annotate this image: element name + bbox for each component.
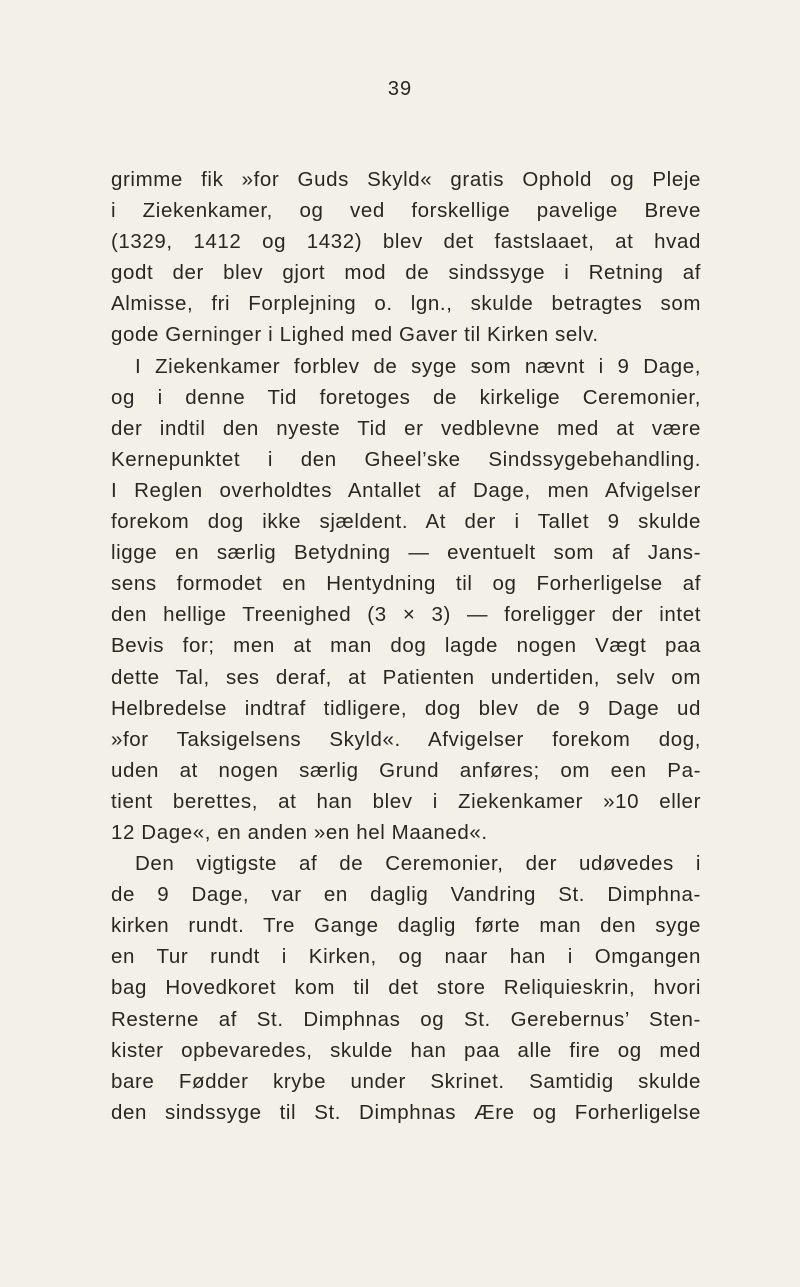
text-line: »for Taksigelsens Skyld«. Afvigelser forekom dog,: [111, 727, 701, 751]
text-line: I Ziekenkamer forblev de syge som nævnt i 9 Dage,: [135, 354, 701, 378]
text-line: gode Gerninger i Lighed med Gaver til Kirken selv.: [111, 323, 599, 347]
text-line: godt der blev gjort mod de sindssyge i Retning af: [111, 261, 701, 285]
text-line: dette Tal, ses deraf, at Patienten undertiden, selv om: [111, 665, 701, 689]
text-line: 12 Dage«, en anden »en hel Maaned«.: [111, 820, 488, 844]
text-line: ligge en særlig Betydning — eventuelt som af Jans-: [111, 541, 701, 565]
text-line: grimme fik »for Guds Skyld« gratis Ophold og Pleje: [111, 168, 701, 191]
text-line: de 9 Dage, var en daglig Vandring St. Dimphna-: [111, 883, 701, 907]
page-number: 39: [387, 78, 413, 100]
text-line: (1329, 1412 og 1432) blev det fastslaaet, at hvad: [111, 230, 701, 254]
body-text: [111, 164, 701, 1128]
text-line: bag Hovedkoret kom til det store Reliquieskrin, hvori: [111, 976, 701, 1000]
text-line: tient berettes, at han blev i Ziekenkamer »10 eller: [111, 789, 701, 813]
text-line: bare Fødder krybe under Skrinet. Samtidig skulde: [111, 1069, 701, 1093]
text-line: sens formodet en Hentydning til og Forherligelse af: [111, 572, 701, 596]
text-line: Den vigtigste af de Ceremonier, der udøvedes i: [135, 852, 701, 876]
text-line: den hellige Treenighed (3 × 3) — foreligger der intet: [111, 603, 701, 627]
text-line: og i denne Tid foretoges de kirkelige Ceremonier,: [111, 385, 701, 409]
text-line: uden at nogen særlig Grund anføres; om een Pa-: [111, 758, 701, 782]
text-line: en Tur rundt i Kirken, og naar han i Omgangen: [111, 945, 701, 969]
text-line: Almisse, fri Forplejning o. lgn., skulde betragtes som: [111, 292, 701, 316]
text-line: Helbredelse indtraf tidligere, dog blev de 9 Dage ud: [111, 696, 701, 720]
text-line: forekom dog ikke sjældent. At der i Tallet 9 skulde: [111, 510, 701, 534]
text-line: Kernepunktet i den Gheel’ske Sindssygebehandling.: [111, 447, 701, 471]
text-line: den sindssyge til St. Dimphnas Ære og Forherligelse: [111, 1100, 701, 1124]
text-line: kister opbevaredes, skulde han paa alle fire og med: [111, 1038, 701, 1062]
text-line: der indtil den nyeste Tid er vedblevne med at være: [111, 416, 701, 440]
text-line: Bevis for; men at man dog lagde nogen Vægt paa: [111, 634, 701, 658]
text-line: I Reglen overholdtes Antallet af Dage, men Afvigelser: [111, 478, 701, 502]
text-line: i Ziekenkamer, og ved forskellige pavelige Breve: [111, 199, 701, 223]
text-line: Resterne af St. Dimphnas og St. Gerebernus’ Sten-: [111, 1007, 701, 1031]
text-line: kirken rundt. Tre Gange daglig førte man den syge: [111, 914, 701, 938]
